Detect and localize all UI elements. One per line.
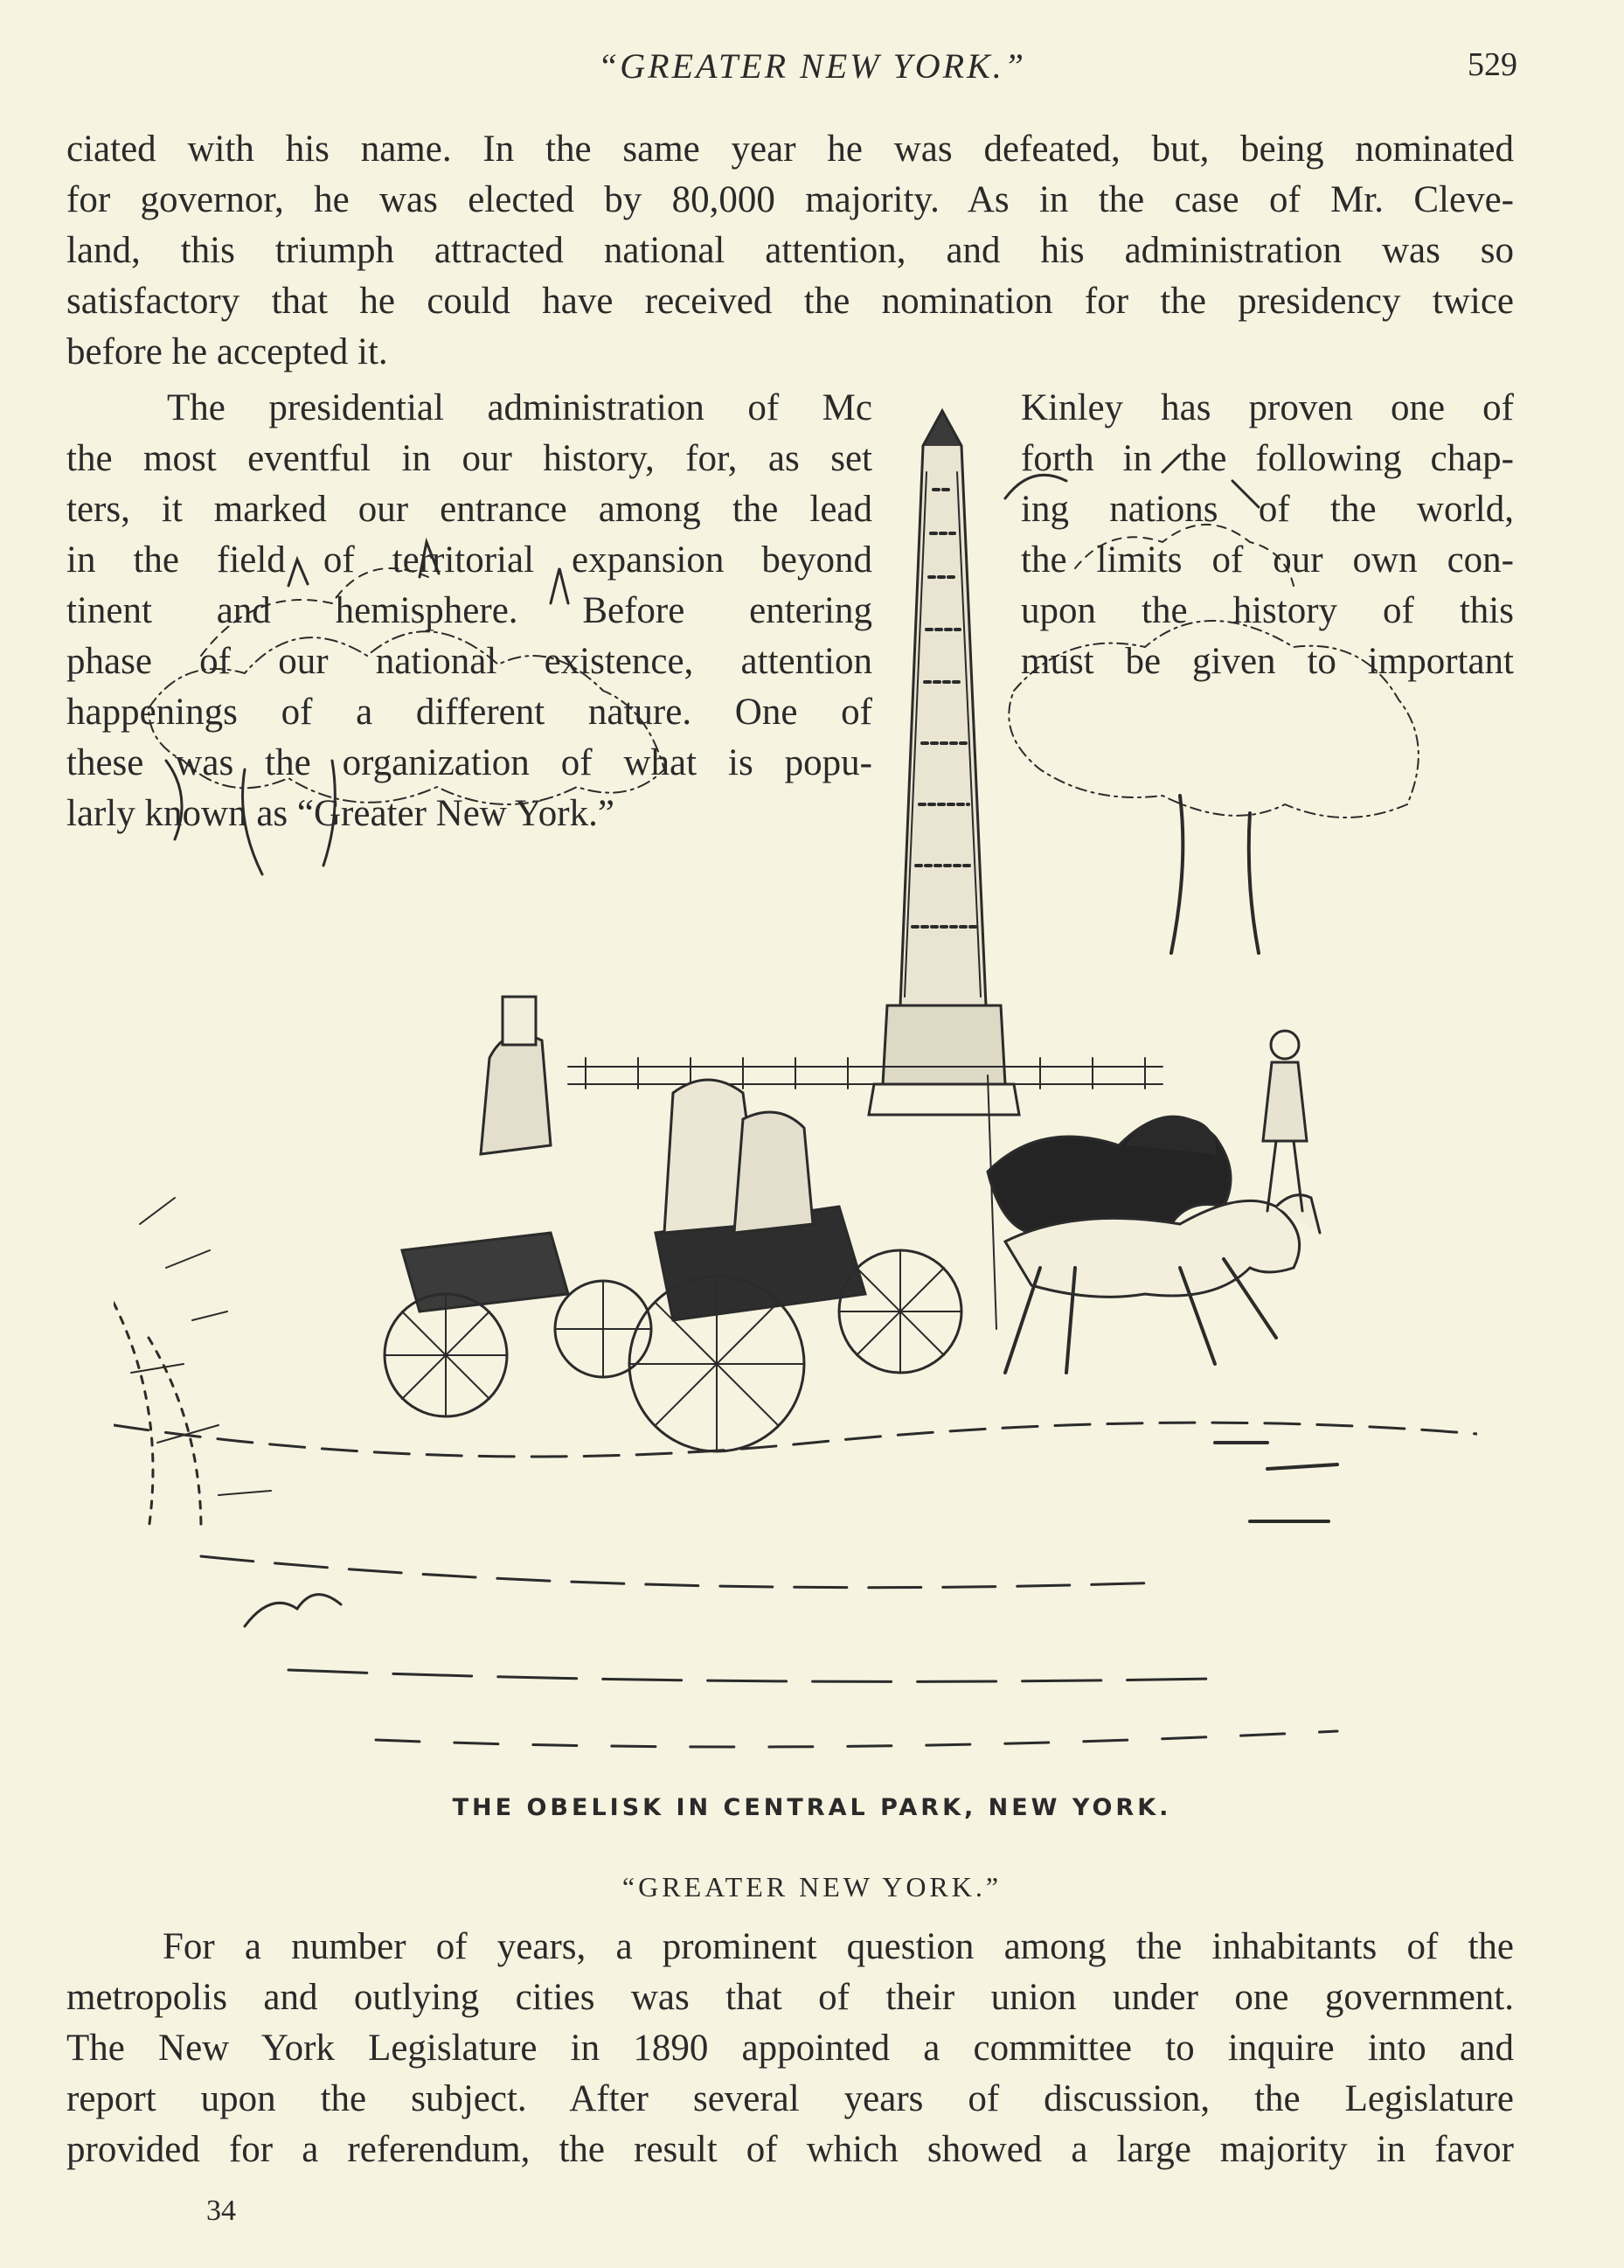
text-line: must be given to important [1021, 641, 1514, 682]
running-head [0, 45, 1624, 98]
text-line: metropolis and outlying cities was that of their union under one government. [66, 1977, 1514, 2018]
obelisk-shape [869, 411, 1019, 1115]
text-line: The presidential administration of Mc [167, 387, 872, 428]
text-line: larly known as “Greater New York.” [66, 793, 614, 834]
text-line: land, this triumph attracted national attention, and his administration was so [66, 230, 1514, 271]
text-line: satisfactory that he could have received the nomination for the presidency twice [66, 281, 1514, 322]
horses [988, 1117, 1320, 1373]
text-line: Kinley has proven one of [1021, 387, 1514, 428]
paragraph-2-left-column [66, 383, 872, 839]
paragraph-1 [66, 124, 1514, 378]
rear-carriage [385, 997, 651, 1416]
text-line: ciated with his name. In the same year he was defeated, but, being nominated [66, 129, 1514, 170]
section-heading: “GREATER NEW YORK.” [621, 1871, 1003, 1903]
text-line: The New York Legislature in 1890 appointed a committee to inquire into and [66, 2028, 1514, 2069]
text-line: phase of our national existence, attention [66, 641, 872, 682]
text-line: forth in the following chap- [1021, 438, 1514, 479]
text-line: the limits of our own con- [1021, 539, 1514, 581]
text-line: ing nations of the world, [1021, 489, 1514, 530]
road-lines [114, 1303, 1477, 1747]
paragraph-2-right-column [1021, 383, 1514, 687]
text-line: these was the organization of what is popu- [66, 742, 872, 783]
text-line: happenings of a different nature. One of [66, 692, 872, 733]
text-line: report upon the subject. After several years of discussion, the Legislature [66, 2078, 1514, 2119]
running-title: “GREATER NEW YORK.” [598, 46, 1026, 86]
text-line: tinent and hemisphere. Before entering [66, 590, 872, 631]
front-carriage [629, 1075, 996, 1451]
text-line: ters, it marked our entrance among the lead [66, 489, 872, 530]
pedestrian-figure [1263, 1031, 1307, 1211]
text-line: for governor, he was elected by 80,000 majority. As in the case of Mr. Cleve- [66, 179, 1514, 220]
signature-mark: 34 [206, 2195, 236, 2227]
page-number: 529 [1468, 46, 1517, 83]
paragraph-3 [66, 1922, 1514, 2175]
figure-caption: THE OBELISK IN CENTRAL PARK, NEW YORK. [452, 1794, 1172, 1821]
text-line: For a number of years, a prominent question among the inhabitants of the [163, 1926, 1514, 1967]
text-line: upon the history of this [1021, 590, 1514, 631]
text-line: in the field of territorial expansion beyond [66, 539, 872, 581]
text-line: provided for a referendum, the result of which showed a large majority in favor [66, 2129, 1514, 2170]
text-line: before he accepted it. [66, 331, 388, 372]
text-line: the most eventful in our history, for, as set [66, 438, 872, 479]
background-fence [568, 1058, 1162, 1089]
